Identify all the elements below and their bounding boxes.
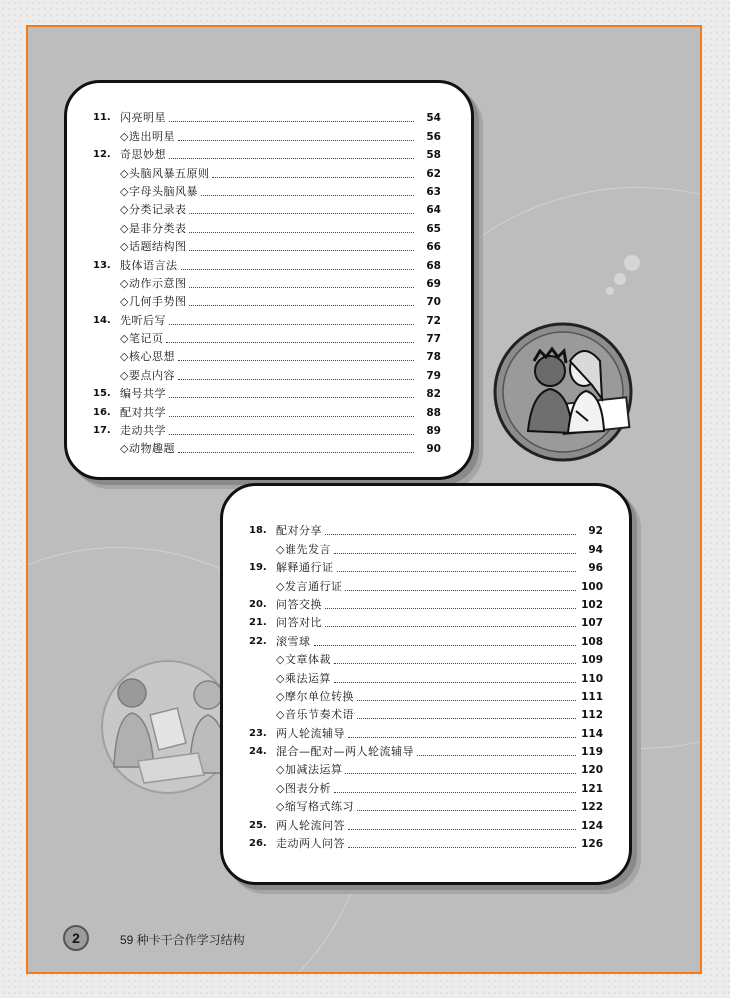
- entry-page-number: 119: [581, 746, 603, 759]
- entry-title: 走动两人问答: [276, 837, 345, 851]
- entry-title: ◇是非分类表: [120, 221, 187, 235]
- toc-subentry[interactable]: [93, 181, 441, 199]
- entry-number: 12.: [93, 149, 111, 161]
- leader-dots: [334, 552, 576, 554]
- entry-page-number: 120: [581, 764, 603, 777]
- entry-number: 23.: [249, 727, 267, 739]
- toc-subentry[interactable]: [249, 704, 603, 722]
- leader-dots: [169, 323, 414, 325]
- entry-page-number: 54: [426, 112, 441, 125]
- entry-title: ◇文章体裁: [276, 653, 331, 667]
- toc-entry[interactable]: [93, 309, 441, 327]
- entry-page-number: 109: [581, 654, 603, 667]
- toc-entry[interactable]: [249, 741, 603, 759]
- leader-dots: [189, 231, 414, 233]
- entry-page-number: 111: [581, 690, 603, 703]
- entry-number: 15.: [93, 388, 111, 400]
- leader-dots: [169, 396, 414, 398]
- entry-title: ◇音乐节奏术语: [276, 708, 354, 722]
- leader-dots: [348, 736, 576, 738]
- toc-subentry[interactable]: [93, 199, 441, 217]
- entry-page-number: 65: [426, 222, 441, 235]
- entry-number: 26.: [249, 838, 267, 850]
- leader-dots: [357, 717, 576, 719]
- entry-page-number: 92: [588, 525, 603, 538]
- entry-page-number: 107: [581, 617, 603, 630]
- toc-entry[interactable]: [93, 254, 441, 272]
- entry-title: ◇几何手势图: [120, 295, 187, 309]
- entry-page-number: 89: [426, 425, 441, 438]
- entry-page-number: 108: [581, 635, 603, 648]
- entry-title: ◇摩尔单位转换: [276, 689, 354, 703]
- entry-title: ◇发言通行证: [276, 579, 343, 593]
- entry-page-number: 82: [426, 388, 441, 401]
- toc-card-part-1: [64, 80, 474, 480]
- leader-dots: [178, 451, 414, 453]
- toc-entry[interactable]: [249, 814, 603, 832]
- entry-number: 14.: [93, 314, 111, 326]
- toc-entry[interactable]: [249, 594, 603, 612]
- entry-page-number: 112: [581, 709, 603, 722]
- toc-entry[interactable]: [93, 107, 441, 125]
- toc-subentry[interactable]: [93, 125, 441, 143]
- toc-subentry[interactable]: [249, 575, 603, 593]
- leader-dots: [178, 378, 414, 380]
- leader-dots: [181, 268, 415, 270]
- leader-dots: [348, 846, 576, 848]
- toc-entry[interactable]: [249, 630, 603, 648]
- leader-dots: [189, 286, 414, 288]
- entry-number: 22.: [249, 635, 267, 647]
- entry-page-number: 114: [581, 727, 603, 740]
- entry-title: ◇话题结构图: [120, 240, 187, 254]
- leader-dots: [178, 359, 414, 361]
- entry-title: 配对分享: [276, 524, 322, 538]
- entry-title: ◇选出明星: [120, 129, 175, 143]
- leader-dots: [417, 754, 576, 756]
- decorative-bubble: [606, 287, 614, 295]
- entry-page-number: 110: [581, 672, 603, 685]
- entry-title: 解释通行证: [276, 561, 334, 575]
- entry-title: ◇分类记录表: [120, 203, 187, 217]
- entry-title: ◇谁先发言: [276, 542, 331, 556]
- entry-page-number: 90: [426, 443, 441, 456]
- leader-dots: [169, 433, 414, 435]
- entry-page-number: 63: [426, 185, 441, 198]
- entry-page-number: 72: [426, 314, 441, 327]
- entry-title: 编号共学: [120, 387, 166, 401]
- toc-subentry[interactable]: [93, 273, 441, 291]
- toc-subentry[interactable]: [93, 236, 441, 254]
- toc-entry[interactable]: [93, 420, 441, 438]
- toc-subentry[interactable]: [93, 291, 441, 309]
- leader-dots: [189, 304, 414, 306]
- leader-dots: [178, 139, 414, 141]
- entry-page-number: 68: [426, 259, 441, 272]
- entry-title: 闪亮明星: [120, 111, 166, 125]
- toc-entry[interactable]: [249, 557, 603, 575]
- entry-number: 13.: [93, 259, 111, 271]
- entry-number: 17.: [93, 425, 111, 437]
- entry-title: ◇要点内容: [120, 368, 175, 382]
- toc-subentry[interactable]: [93, 162, 441, 180]
- leader-dots: [334, 662, 576, 664]
- leader-dots: [325, 607, 576, 609]
- entry-page-number: 62: [426, 167, 441, 180]
- entry-title: 奇思妙想: [120, 148, 166, 162]
- toc-entry[interactable]: [93, 401, 441, 419]
- entry-title: 问答交换: [276, 597, 322, 611]
- entry-number: 20.: [249, 598, 267, 610]
- entry-title: 两人轮流辅导: [276, 726, 345, 740]
- entry-page-number: 64: [426, 204, 441, 217]
- entry-title: ◇乘法运算: [276, 671, 331, 685]
- toc-entry[interactable]: [249, 612, 603, 630]
- toc-subentry[interactable]: [93, 328, 441, 346]
- toc-card-part-2: [220, 483, 632, 885]
- page-frame: [26, 25, 702, 974]
- leader-dots: [189, 212, 414, 214]
- entry-title: 滚雪球: [276, 634, 311, 648]
- leader-dots: [169, 120, 414, 122]
- decorative-bubble: [614, 273, 626, 285]
- entry-title: 两人轮流问答: [276, 818, 345, 832]
- entry-title: 走动共学: [120, 424, 166, 438]
- entry-number: 11.: [93, 112, 111, 124]
- toc-entry[interactable]: [93, 144, 441, 162]
- entry-title: 配对共学: [120, 405, 166, 419]
- toc-subentry[interactable]: [249, 538, 603, 556]
- entry-title: ◇核心思想: [120, 350, 175, 364]
- entry-page-number: 56: [426, 130, 441, 143]
- book-title: 59 种卡干合作学习结构: [120, 933, 245, 947]
- toc-subentry[interactable]: [93, 217, 441, 235]
- toc-subentry[interactable]: [249, 667, 603, 685]
- leader-dots: [334, 791, 576, 793]
- entry-page-number: 102: [581, 598, 603, 611]
- entry-page-number: 88: [426, 406, 441, 419]
- entry-page-number: 96: [588, 562, 603, 575]
- leader-dots: [337, 570, 577, 572]
- entry-number: 16.: [93, 406, 111, 418]
- entry-page-number: 126: [581, 838, 603, 851]
- entry-page-number: 77: [426, 333, 441, 346]
- toc-entry[interactable]: [249, 520, 603, 538]
- toc-subentry[interactable]: [93, 438, 441, 456]
- entry-title: ◇动物趣题: [120, 442, 175, 456]
- entry-number: 21.: [249, 617, 267, 629]
- entry-title: ◇笔记页: [120, 332, 164, 346]
- toc-subentry[interactable]: [249, 796, 603, 814]
- entry-number: 18.: [249, 525, 267, 537]
- entry-title: ◇字母头脑风暴: [120, 184, 198, 198]
- entry-title: 先听后写: [120, 313, 166, 327]
- leader-dots: [212, 176, 414, 178]
- leader-dots: [348, 828, 576, 830]
- toc-subentry[interactable]: [249, 686, 603, 704]
- entry-page-number: 69: [426, 277, 441, 290]
- toc-entry[interactable]: [249, 833, 603, 851]
- entry-page-number: 94: [588, 543, 603, 556]
- students-illustration: [492, 321, 634, 463]
- entry-number: 24.: [249, 746, 267, 758]
- toc-subentry[interactable]: [93, 346, 441, 364]
- entry-title: ◇动作示意图: [120, 276, 187, 290]
- entry-number: 25.: [249, 819, 267, 831]
- leader-dots: [169, 157, 414, 159]
- entry-title: ◇加减法运算: [276, 763, 343, 777]
- entry-page-number: 100: [581, 580, 603, 593]
- toc-subentry[interactable]: [249, 759, 603, 777]
- entry-page-number: 79: [426, 369, 441, 382]
- toc-entry[interactable]: [93, 383, 441, 401]
- entry-page-number: 78: [426, 351, 441, 364]
- entry-page-number: 58: [426, 149, 441, 162]
- entry-page-number: 124: [581, 819, 603, 832]
- toc-subentry[interactable]: [249, 649, 603, 667]
- leader-dots: [201, 194, 414, 196]
- leader-dots: [189, 249, 414, 251]
- entry-page-number: 70: [426, 296, 441, 309]
- leader-dots: [325, 625, 576, 627]
- leader-dots: [314, 644, 577, 646]
- entry-page-number: 121: [581, 782, 603, 795]
- entry-page-number: 66: [426, 241, 441, 254]
- toc-subentry[interactable]: [249, 777, 603, 795]
- entry-title: 混合—配对—两人轮流辅导: [276, 745, 414, 759]
- toc-subentry[interactable]: [93, 364, 441, 382]
- leader-dots: [345, 589, 576, 591]
- leader-dots: [345, 772, 576, 774]
- entry-title: 问答对比: [276, 616, 322, 630]
- entry-title: ◇图表分析: [276, 781, 331, 795]
- leader-dots: [325, 533, 576, 535]
- leader-dots: [334, 681, 576, 683]
- entry-number: 19.: [249, 562, 267, 574]
- entry-title: 肢体语言法: [120, 258, 178, 272]
- leader-dots: [166, 341, 414, 343]
- toc-entry[interactable]: [249, 722, 603, 740]
- students-illustration: [98, 657, 238, 797]
- page-number-badge: 2: [63, 925, 89, 951]
- leader-dots: [357, 809, 576, 811]
- decorative-bubble: [624, 255, 640, 271]
- entry-title: ◇头脑风暴五原则: [120, 166, 210, 180]
- leader-dots: [357, 699, 576, 701]
- leader-dots: [169, 415, 414, 417]
- entry-title: ◇缩写格式练习: [276, 800, 354, 814]
- entry-page-number: 122: [581, 801, 603, 814]
